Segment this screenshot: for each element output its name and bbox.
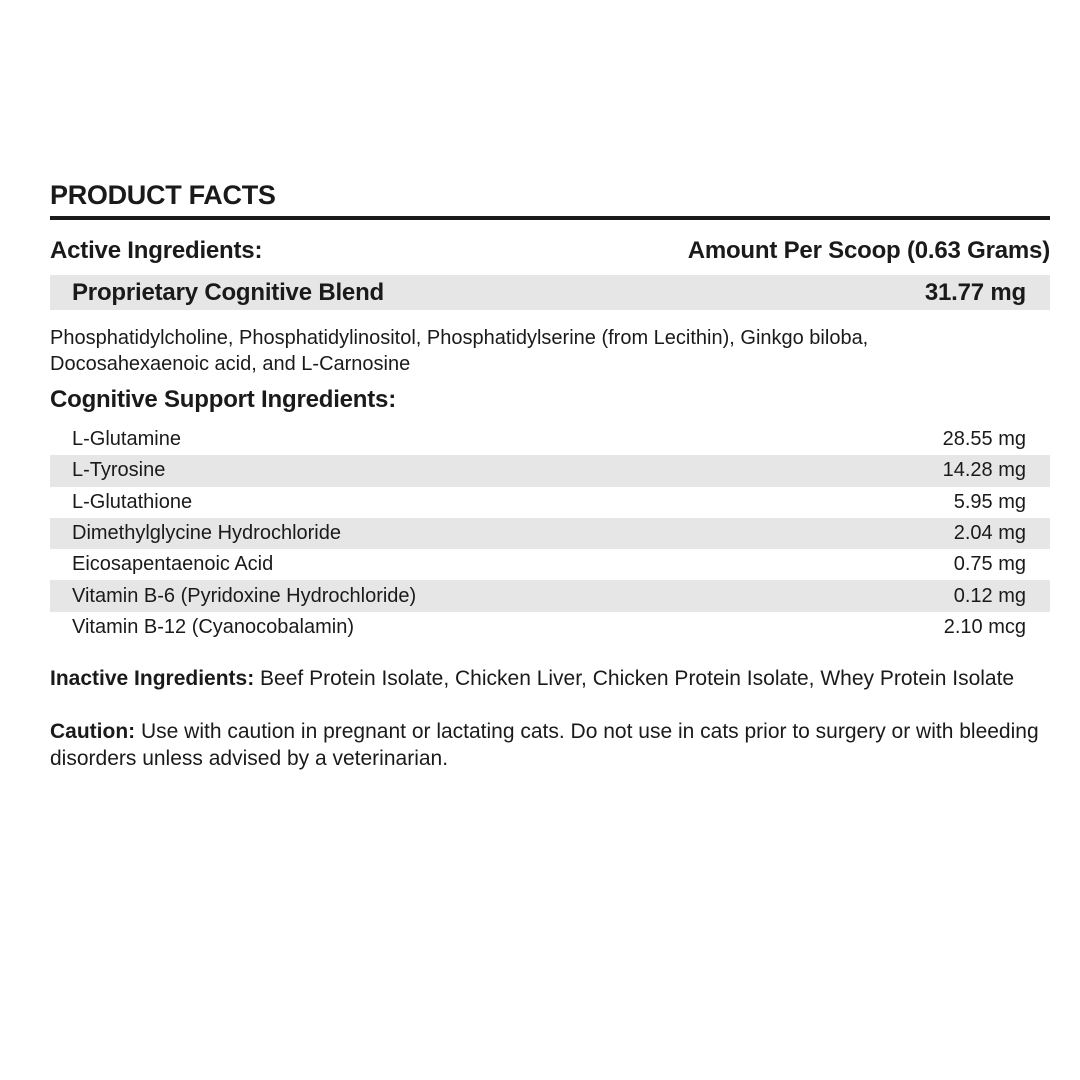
proprietary-blend-row — [50, 275, 1050, 310]
ingredient-name: Vitamin B-12 (Cyanocobalamin) — [72, 615, 354, 638]
caution-note — [50, 718, 1050, 772]
ingredient-amount: 14.28 mg — [942, 459, 1026, 482]
ingredient-name: Vitamin B-6 (Pyridoxine Hydrochloride) — [72, 584, 417, 607]
ingredient-amount: 0.75 mg — [953, 553, 1026, 576]
caution-text: Use with caution in pregnant or lactating cats. Do not use in cats prior to surgery or with bleeding disorders unless advised by a veterinarian. — [50, 720, 1039, 771]
blend-amount: 31.77 mg — [924, 278, 1026, 306]
ingredient-amount: 2.04 mg — [953, 522, 1026, 545]
ingredient-row — [50, 455, 1050, 486]
ingredient-amount: 2.10 mcg — [943, 615, 1026, 638]
cognitive-support-list — [50, 424, 1050, 643]
ingredient-amount: 5.95 mg — [953, 490, 1026, 513]
ingredient-row — [50, 580, 1050, 611]
ingredient-row — [50, 549, 1050, 580]
inactive-ingredients-label: Inactive Ingredients: — [50, 667, 255, 691]
ingredient-row — [50, 518, 1050, 549]
ingredient-row — [50, 424, 1050, 455]
blend-name: Proprietary Cognitive Blend — [72, 278, 384, 306]
ingredient-row — [50, 487, 1050, 518]
inactive-ingredients-text: Beef Protein Isolate, Chicken Liver, Chicken Protein Isolate, Whey Protein Isolate — [254, 667, 1015, 691]
panel-title: PRODUCT FACTS — [50, 180, 276, 210]
ingredient-name: Dimethylglycine Hydrochloride — [72, 522, 341, 545]
ingredient-name: Eicosapentaenoic Acid — [72, 553, 274, 576]
ingredient-name: L-Glutathione — [72, 490, 193, 513]
ingredient-name: L-Tyrosine — [72, 459, 166, 482]
ingredient-amount: 28.55 mg — [942, 428, 1026, 451]
blend-description: Phosphatidylcholine, Phosphatidylinositol, Phosphatidylserine (from Lecithin), Ginkgo biloba, Docosahexaenoic acid, and L-Carnosine — [50, 327, 869, 375]
cognitive-support-heading: Cognitive Support Ingredients: — [50, 386, 396, 413]
ingredient-row — [50, 612, 1050, 643]
product-facts-panel — [50, 178, 1050, 772]
ingredient-amount: 0.12 mg — [953, 584, 1026, 607]
caution-label: Caution: — [50, 720, 136, 744]
inactive-ingredients — [50, 665, 1050, 692]
active-ingredients-header — [50, 237, 1050, 269]
ingredient-name: L-Glutamine — [72, 428, 181, 451]
active-ingredients-label: Active Ingredients: — [50, 237, 263, 264]
title-divider — [50, 216, 1050, 220]
amount-per-scoop-label: Amount Per Scoop (0.63 Grams) — [687, 237, 1050, 264]
